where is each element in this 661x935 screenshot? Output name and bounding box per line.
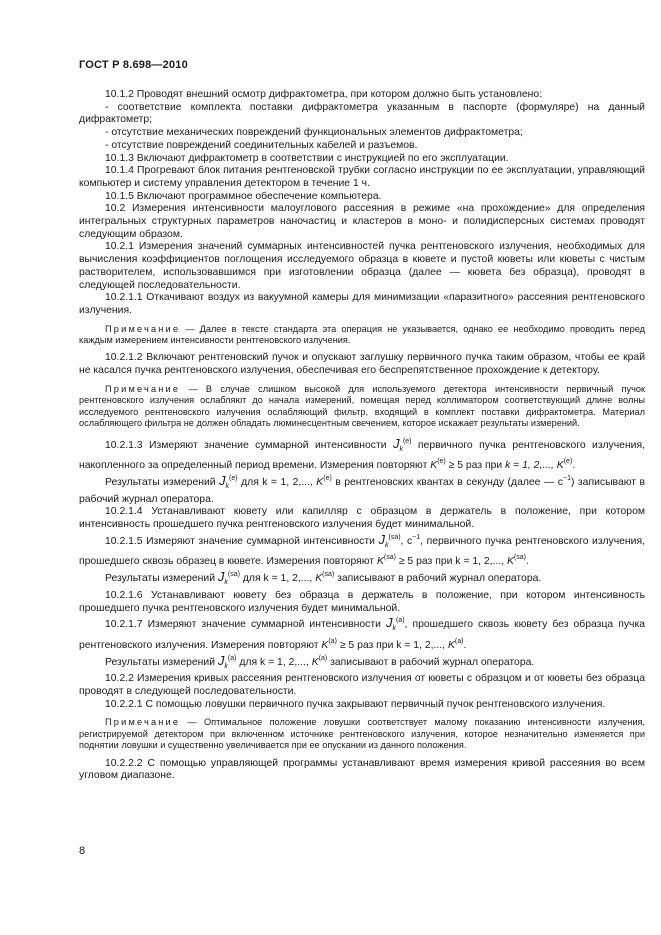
note-3: [79, 717, 645, 751]
note-text: — Оптимальное положение ловушки соответствует малому показанию интенсивности излучения, регистрируемой детектором при включенном источнике рентгеновского излучения, которое незначительно изменяется при поднятии ловушки и существенно увеличивается при ее опускании из данного положения.: [79, 717, 645, 751]
paragraph-10-2-1-5: 10.2.1.5 Измеряют значение суммарной интенсивности $J_k^{(sa)}$, $c^{-1}$, первичного пучка рентгеновского излучения, прошедшего сквозь образец в кювете. Измерения повторяют $K^{(sa)} \ge 5$ раз при k = 1, 2,..., $K^{(sa)}$.: [79, 531, 645, 568]
paragraph-10-2: 10.2 Измерения интенсивности малоуглового рассеяния в режиме «на прохождение» для определения интегральных структурных параметров наночастиц и кластеров в моно- и полидисперсных системах проводят следующим образом.: [79, 203, 645, 240]
page-number: 8: [79, 845, 86, 857]
paragraph-10-1-3: 10.1.3 Включают дифрактометр в соответствии с инструкцией по его эксплуатации.: [105, 152, 509, 164]
paragraph-10-2-2-2: 10.2.2.2 С помощью управляющей программы устанавливают время измерения кривой рассеяния во всем угловом диапазоне.: [79, 757, 645, 782]
note-1: [79, 324, 645, 347]
note-label: Примечание: [105, 717, 181, 728]
paragraph-results-e: Результаты измерений $J_k^{(e)}$ для k = 1, 2,..., $K^{(e)}$ в рентгеновских квантах в секунду (далее — $c^{-1}$) записывают в рабочий журнал оператора.: [79, 472, 646, 505]
paragraph-10-2-1-6: 10.2.1.6 Устанавливают кювету без образца в держатель в положение, при котором интенсивность прошедшего пучка рентгеновского излучения будет минимальной.: [79, 589, 645, 614]
note-2: [79, 384, 645, 430]
paragraph-10-2-1-1: 10.2.1.1 Откачивают воздух из вакуумной камеры для минимизации «паразитного» рассеяния рентгеновского излучения.: [79, 292, 645, 316]
paragraph-10-1-5: 10.1.5 Включают программное обеспечение компьютера.: [105, 190, 382, 202]
paragraph-10-2-1: 10.2.1 Измерения значений суммарных интенсивностей пучка рентгеновского излучения, необходимых для вычисления коэффициентов поглощения исследуемого образца в кювете и пустой кюветы или кюветы с чистым растворителем, использовавшимся при изготовлении образца (далее — кювета без образца), проводят в следующей последовательности.: [79, 241, 645, 291]
paragraph-results-sa: Результаты измерений $J_k^{(sa)}$ для k = 1, 2,..., $K^{(sa)}$ записывают в рабочий журнал оператора.: [105, 569, 542, 587]
paragraph-10-2-2: 10.2.2 Измерения кривых рассеяния рентгеновского излучения от кюветы с образцом и от кюветы без образца проводят в следующей последовательности.: [79, 673, 645, 698]
list-item: - соответствие комплекта поставки дифрактометра указанным в паспорте (формуляре) на данный дифрактометр;: [79, 101, 645, 126]
paragraph-results-a: Результаты измерений $J_k^{(a)}$ для k = 1, 2,..., $K^{(a)}$ записывают в рабочий журнал оператора.: [105, 652, 535, 670]
document-body: [79, 89, 645, 783]
note-text: — Далее в тексте стандарта эта операция не указывается, однако ее необходимо проводить перед каждым измерением интенсивности рентгеновского излучения.: [79, 323, 645, 346]
list-item: - отсутствие механических повреждений функциональных элементов дифрактометра;: [105, 127, 523, 139]
note-label: Примечание: [105, 383, 181, 394]
list-item: - отсутствие повреждений соединительных кабелей и разъемов.: [105, 139, 418, 151]
note-label: Примечание: [105, 323, 181, 334]
formula-J: J: [392, 435, 400, 451]
paragraph-10-2-1-4: 10.2.1.4 Устанавливают кювету или капилляр с образцом в держатель в положение, при котором интенсивность прошедшего пучка рентгеновского излучения будет минимальной.: [79, 506, 645, 531]
page-header: ГОСТ Р 8.698—2010: [79, 59, 188, 71]
paragraph-10-2-2-1: 10.2.2.1 С помощью ловушки первичного пучка закрывают первичный пучок рентгеновского излучения.: [105, 698, 606, 710]
note-text: — В случае слишком высокой для используемого детектора интенсивности первичный пучок рентгеновского излучения ослабляют до начала измерений, помещая перед коллиматором соответствующий длине волны исследуемого рентгеновского излучения ослабляющий фильтр, входящий в комплект поставки дифрактометра. Материал ослабляющего фильтра не должен обладать люминесцентным свечением, которое искажает результаты измерений.: [79, 383, 645, 429]
paragraph-10-2-1-7: 10.2.1.7 Измеряют значение суммарной интенсивности $J_k^{(a)}$, прошедшего сквозь кювету без образца пучка рентгеновского излучения. Измерения повторяют $K^{(a)} \ge 5$ раз при k = 1, 2,..., $K^{(a)}$.: [79, 615, 645, 651]
paragraph-10-2-1-2: 10.2.1.2 Включают рентгеновский пучок и опускают заглушку первичного пучка таким образом, чтобы ее край не касался пучка рентгеновского излучения, обеспечивая его беспрепятственное прохождение к детектору.: [79, 352, 645, 377]
paragraph-10-1-2: 10.1.2 Проводят внешний осмотр дифрактометра, при котором должно быть установлено:: [105, 89, 543, 100]
paragraph-10-1-4: 10.1.4 Прогревают блок питания рентгеновской трубки согласно инструкции по ее эксплуатации, управляющий компьютер и систему управления детектором в течение 1 ч.: [79, 165, 645, 189]
paragraph-10-2-1-3: 10.2.1.3 Измеряют значение суммарной интенсивности $J_k^{(e)}$ первичного пучка рентгеновского излучения, накопленного за определенный период времени. Измерения повторяют $K^{(e)} \ge 5$ раз при k = 1, 2,..., $K^{(e)}$.: [79, 435, 645, 472]
